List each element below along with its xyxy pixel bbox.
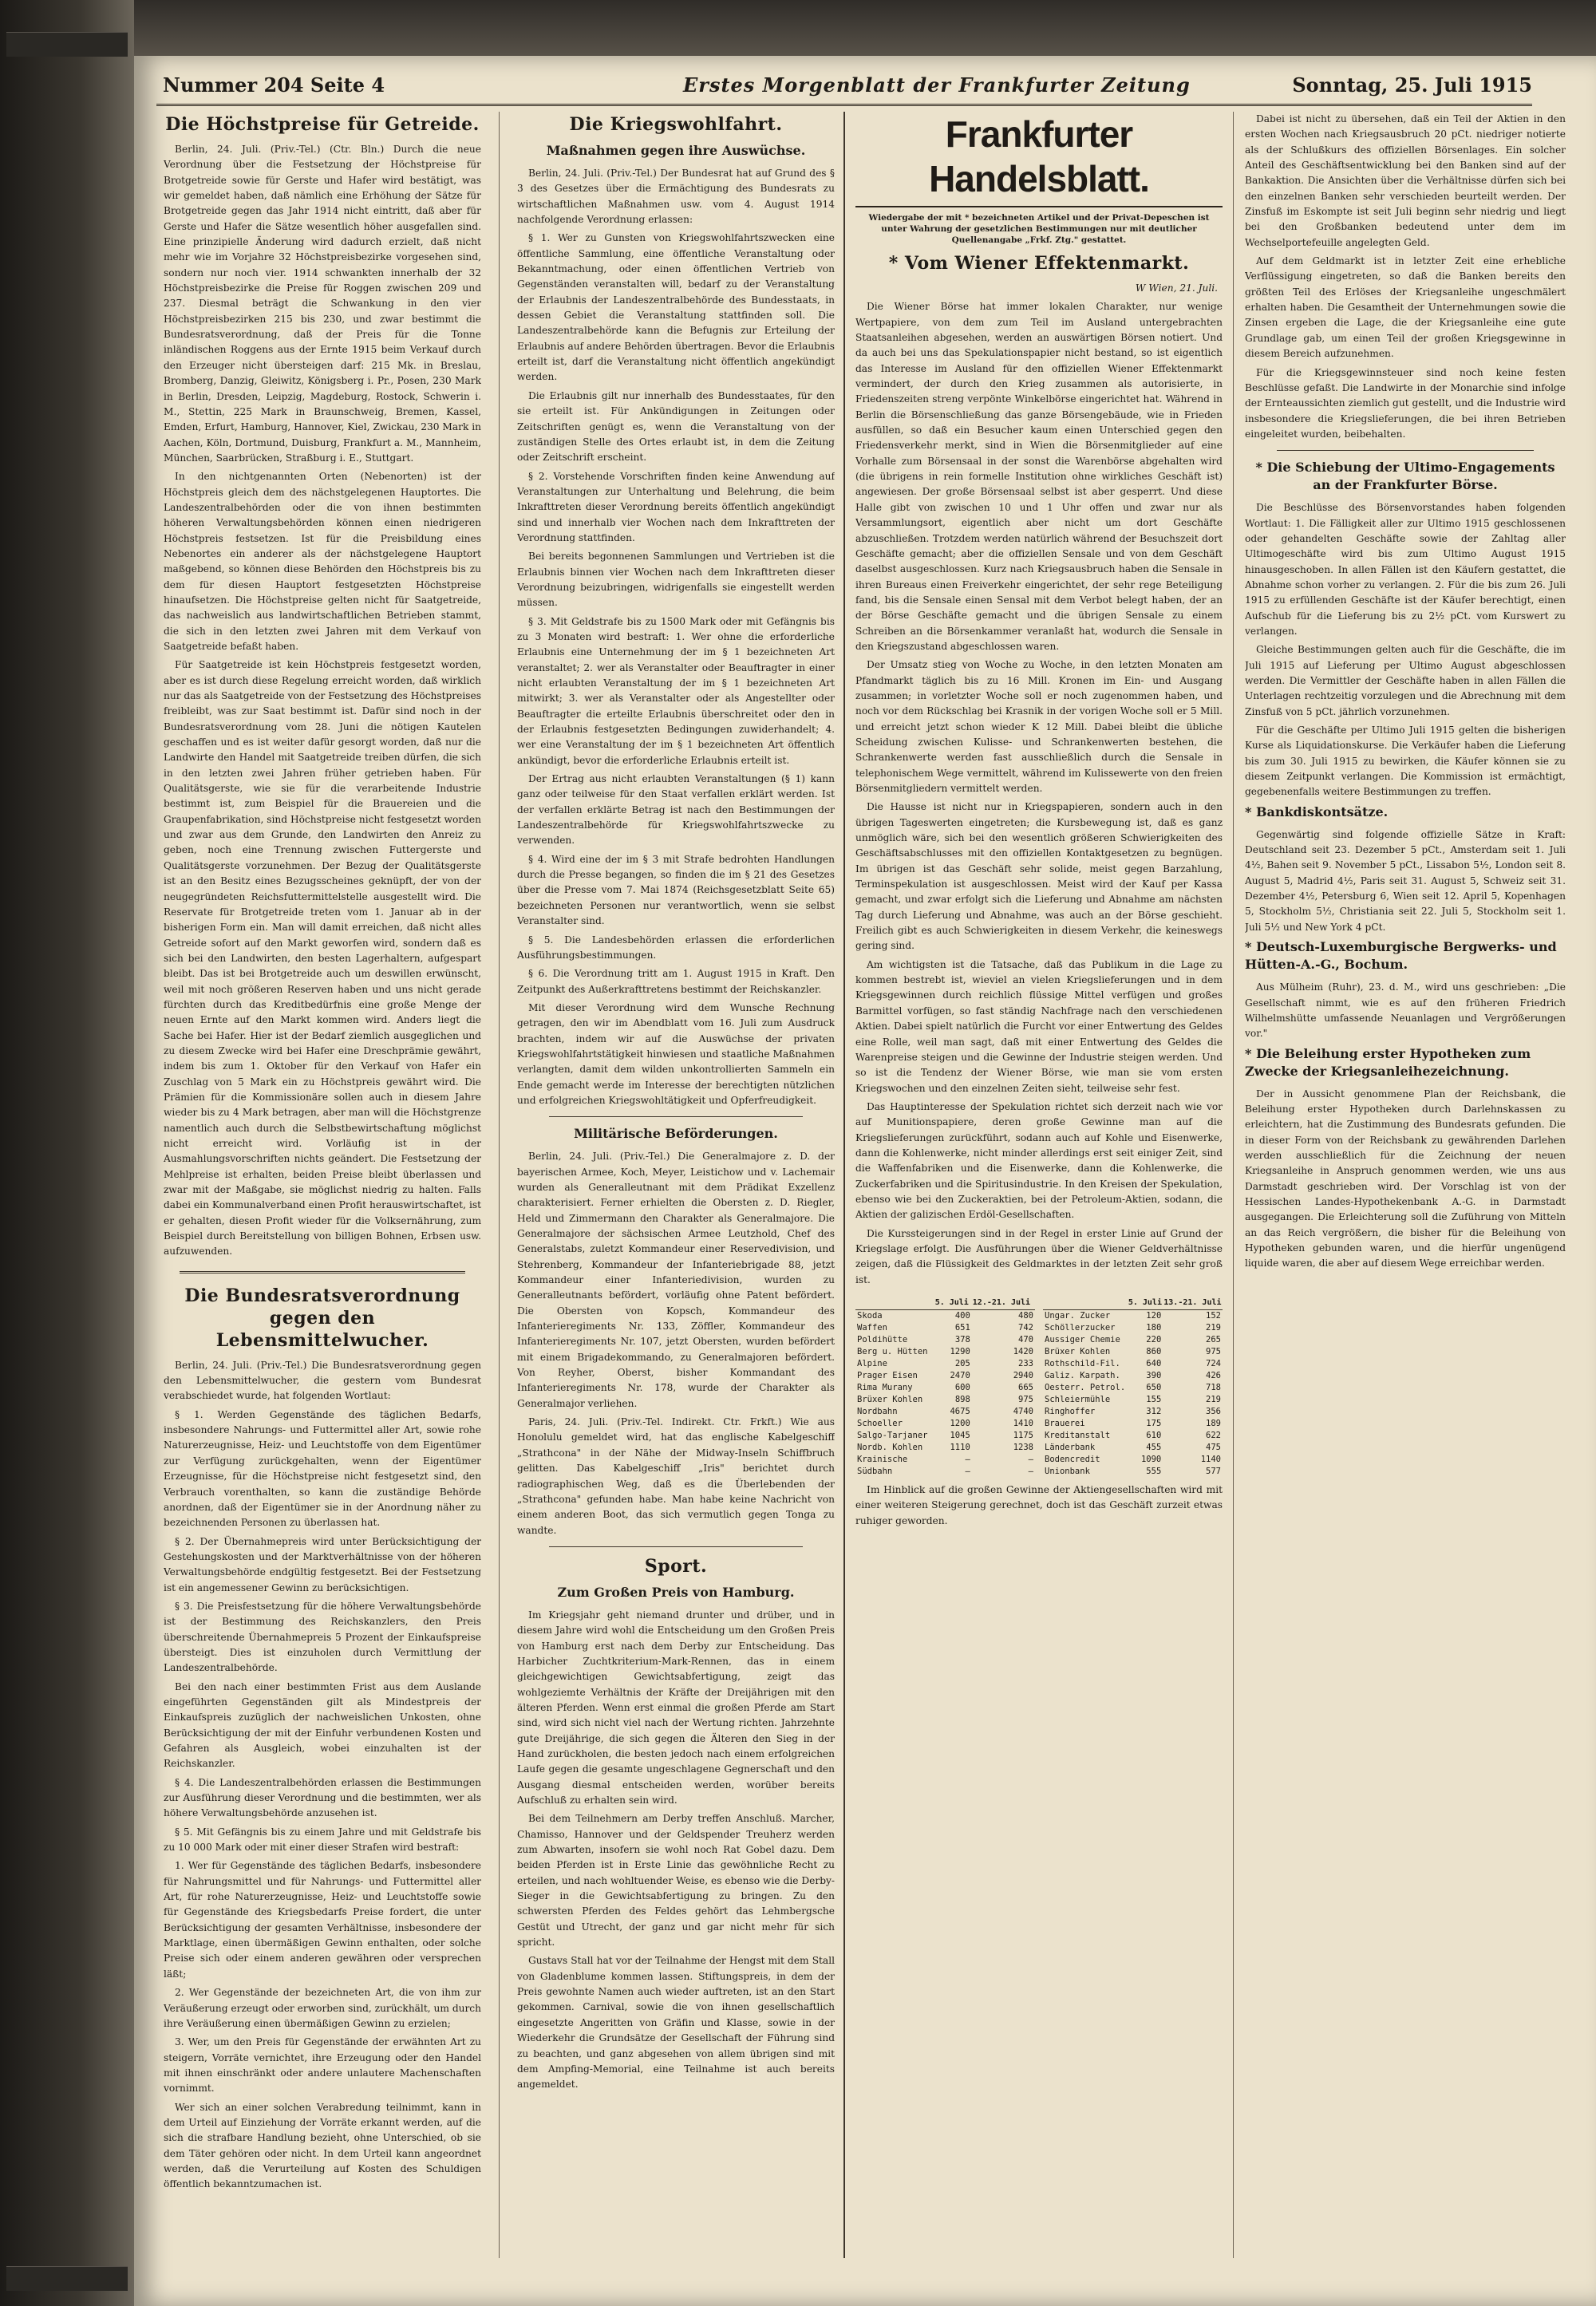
- section-divider: [180, 1271, 465, 1273]
- article-paragraph: Mit dieser Verordnung wird dem Wunsche Rechnung getragen, den wir im Abendblatt vom 16. Juli zum Ausdruck brachten, indem wir auf die Auswüchse der privaten Kriegswohlfahrtstätigkeit hinwiesen und staatliche Maßnahmen verlangten, damit dem wilden unkontrollierten Sammeln ein Ende gemacht werde im Interesse der berechtigten nützlichen und erfolgreichen Kriegswohltätigkeit und Opferfreudigkeit.: [517, 1001, 835, 1106]
- issue-date: Sonntag, 25. Juli 1915: [1292, 73, 1532, 97]
- article-paragraph: 1. Wer für Gegenstände des täglichen Bedarfs, insbesondere für Nahrungsmittel und für Nahrungs- und Futtermittel aller Art, für rohe Naturerzeugnisse, Heiz- und Leuchtstoffe sowie für Gegenstände des Kriegsbedarfs Preise fordert, die unter Berücksichtigung der gesamten Verhältnisse, insbesondere der Marktlage, einen übermäßigen Gewinn enthalten, oder solche Preise sich oder einem anderen gewähren oder versprechen läßt;: [164, 1860, 481, 1980]
- security-name: Brüxer Kohlen: [857, 1395, 923, 1404]
- quote-row: [855, 1310, 1035, 1323]
- article-paragraph: § 2. Der Übernahmepreis wird unter Berücksichtigung der Gestehungskosten und der Marktverhältnisse von der höheren Verwaltungsbehörde endgültig festgesetzt. Bei der Festsetzung ist ein angemessener Gewinn zu berücksichtigen.: [164, 1535, 481, 1593]
- quote-row: [1043, 1334, 1223, 1346]
- quote-value: 1140: [1200, 1455, 1221, 1464]
- article-paragraph: Der Umsatz stieg von Woche zu Woche, in den letzten Monaten am Pfandmarkt täglich bis zu 16 Mill. Kronen im Ein- und Ausgang zusammen; in vorletzter Woche soll er noch zugenommen haben, und noch vor dem Rückschlag bei Krasnik in der vorigen Woche soll er 5 Mill. und erreicht jetzt schon wieder K 12 Mill. Dabei bleibt die übliche Scheidung zwischen Kulisse- und Schrankenwerten bestehen, die Schrankenwerte werden fast ausschließlich durch die Sensale in telephonischem Wege vermittelt, während im Kulissewerte von den freien Börsenmitgliedern vermittelt werden.: [855, 659, 1223, 794]
- quote-value: 189: [1206, 1419, 1221, 1428]
- quote-value: 1420: [1013, 1347, 1033, 1356]
- article-paragraph: Die Wiener Börse hat immer lokalen Charakter, nur wenige Wertpapiere, von dem zum Teil im Ausland untergebrachten Staatsanleihen abgesehen, werden an auswärtigen Börsen notiert. Und da auch bei uns das Spekulationspapier nicht bestand, so ist eigentlich das Interesse im Ausland für den offiziellen Wiener Effektenmarkt vermindert, der durch den Krieg zusammen als autorisierte, in Friedenszeiten streng verpönte Winkelbörse eingerichtet hat. Während in Berlin die Börsenschließung das ganze Börsengebäude, wie in Frieden ausfüllen, so daß ein Besucher kaum einen Unterschied gegen den Friedensverkehr merkt, sind in Wien die Börsenmitglieder auf eine Vorhalle zum Börsensaal in der sonst die Warenbörse abgehalten wird (die übrigens in rein formelle Institution ohne wirkliches Geschäft ist) angewiesen. Der große Börsensaal selbst ist aber gesperrt. Und diese Halle gibt von zwischen 10 und 1 Uhr offen und zwar nur als Versammlungsort, eigentlich aber nicht um dort Geschäfte abzuschließen. Trotzdem werden natürlich während der Besuchszeit dort Geschäfte gemacht; aber die offiziellen Sensale und von dem Geschäft daselbst ausgeschlossen. Kurz nach Kriegsausbruch haben die Sensale in ihren Bureaus einen Freiverkehr eingerichtet, der sehr rege Beteiligung fand, bis die Sensale einen Sensal mit dem Verbot belegt haben, der an der Börse Geschäfte gemacht und die übrigen Sensale zu einem Schreiben an die Börsenkammer veranlaßt hat, wodurch die Sensale in den Kriegszustand abgeschlossen waren.: [855, 301, 1223, 652]
- quote-row: [1043, 1454, 1223, 1466]
- book-binding: [0, 0, 134, 2306]
- quote-value: 2470: [950, 1371, 970, 1380]
- quote-row: [855, 1466, 1035, 1478]
- article-paragraph: Für die Kriegsgewinnsteuer sind noch keine festen Beschlüsse gefaßt. Die Landwirte in der Monarchie sind infolge der Ernteaussichten ziemlich gut gestellt, und die Industrie wird insbesondere die Kriegslieferungen, die bei ihren Betrieben eingeleitet wurden, beibehalten.: [1245, 366, 1566, 440]
- quote-value: 155: [1146, 1395, 1162, 1404]
- article-paragraph: Gegenwärtig sind folgende offizielle Sätze in Kraft: Deutschland seit 23. Dezember 5 pCt., Amsterdam seit 1. Juli 4½, Bahen seit 9. November 5 pCt., Lissabon 5½, London seit 8. August 5, Madrid 4½, Paris seit 31. August 5, Schweiz seit 31. Dezember 4½, Petersburg 6, Wien seit 12. April 5, Kopenhagen 5, Stockholm 5½, Christiania seit 22. Juli 5, Stockholm seit 1. Juli 5½ und New York 4 pCt.: [1245, 828, 1566, 933]
- quote-value: 1200: [950, 1419, 970, 1428]
- article-paragraph: Gustavs Stall hat vor der Teilnahme der Hengst mit dem Stall von Gladenblume kommen lassen. Stiftungspreis, in dem der Preis gewohnte Namen auch wieder auftreten, ist an den Start gekommen. Carnival, sowie die von ihnen gesellschaftlich eingesetzte Angeritten von Gräfin und Klasse, sowie in der Wiederkehr die Grundsätze der Gesellschaft der Führung sind zu beachten, und ganz abgesehen von allem übrigen sind mit dem Ampfing-Memorial, eine Teilnahme ist auch bereits angemeldet.: [517, 1955, 835, 2091]
- quote-value: 622: [1206, 1431, 1221, 1440]
- security-name: Ringhoffer: [1045, 1407, 1096, 1416]
- column-3: [855, 112, 1223, 2266]
- quote-row: [1043, 1346, 1223, 1358]
- article-headline: Die Bundesratsverordnung gegen den Lebensmittelwucher.: [184, 1285, 460, 1351]
- article-paragraph: § 1. Werden Gegenstände des täglichen Bedarfs, insbesondere Nahrungs- und Futtermittel aller Art, sowie rohe Naturerzeugnisse, Heiz- und Leuchtstoffe von dem Eigentümer zur Verfügung zurückgehalten, wenn der Eigentümer Erzeugnisse, für die Höchstpreise nicht festgesetzt sind, den Verbrauch vorenthalten, so kann die zuständige Behörde anordnen, daß der Eigentümer sie in der Anordnung näher zu bezeichnenden Personen zu überlassen hat.: [164, 1408, 481, 1529]
- quote-value: 1290: [950, 1347, 970, 1356]
- article-paragraph: Der Ertrag aus nicht erlaubten Veranstaltungen (§ 1) kann ganz oder teilweise für den Staat verfallen erklärt werden. Ist der verfallen erklärte Betrag ist nach den Bestimmungen der Landeszentralbehörde für Kriegswohlfahrtszwecke zu verwenden.: [517, 773, 835, 847]
- quote-value: 152: [1206, 1311, 1221, 1321]
- article-paragraph: § 2. Vorstehende Vorschriften finden keine Anwendung auf Veranstaltungen zur Unterhaltung und Belehrung, die beim Inkrafttreten dieser Verordnung bereits öffentlich angekündigt sind und innerhalb vier Wochen nach dem Inkrafttreten der Verordnung stattfinden.: [517, 470, 835, 543]
- binding-tab: [6, 2266, 128, 2291]
- article-headline: * Die Beleihung erster Hypotheken zum Zwecke der Kriegsanleihezeichnung.: [1245, 1045, 1531, 1079]
- quote-row: [855, 1334, 1035, 1346]
- quote-column-header: 12.-21. Juli: [972, 1296, 1035, 1310]
- article-paragraph: Gleiche Bestimmungen gelten auch für die Geschäfte, die im Juli 1915 auf Lieferung per Ultimo August abgeschlossen werden. Die Vermittler der Geschäfte haben in allen Fällen die Unterlagen rechtzeitig vorzulegen und die Abrechnung mit dem Zinsfuß von 5 pCt. jährlich vorzunehmen.: [1245, 644, 1566, 717]
- article-paragraph: § 4. Die Landeszentralbehörden erlassen die Bestimmungen zur Ausführung dieser Verordnung und die bestimmten, wer als höhere Verwaltungsbehörde anzusehen ist.: [164, 1776, 481, 1819]
- article-paragraph: Bei dem Teilnehmern am Derby treffen Anschluß. Marcher, Chamisso, Hannover und der Geldspender Treuherz werden zum Abwarten, insofern sie wohl noch Rat Gobel dazu. Dem beiden Pferden ist in Erste Linie das gewöhnliche Recht zu erteilen, und nach wohltuender Weise, es ebenso wie die Derby-Sieger in die Gewichtsabfertigung zu bringen. Zu den schwersten Pferden des Feldes gehört das Lehmbergsche Gestüt und Utrecht, der ganz und gar nicht mehr für sich spricht.: [517, 1813, 835, 1949]
- newspaper-title: Erstes Morgenblatt der Frankfurter Zeitung: [683, 73, 1191, 97]
- article-headline: * Bankdiskontsätze.: [1245, 804, 1389, 819]
- security-name: Rothschild-Fil.: [1045, 1359, 1120, 1368]
- quote-row: [1043, 1466, 1223, 1478]
- quote-value: 860: [1146, 1347, 1162, 1356]
- quote-value: 555: [1146, 1467, 1162, 1476]
- column-1: [164, 112, 481, 2266]
- column-2: [517, 112, 835, 2266]
- security-name: Brauerei: [1045, 1419, 1085, 1428]
- article-paragraph: Die Hausse ist nicht nur in Kriegspapieren, sondern auch in den übrigen Tageswerten eingetreten; die Kursbewegung ist, daß es ganz unmöglich wäre, sich bei den wesentlich größeren Schwierigkeiten des Geschäftsabschlusses mit den offiziellen Kontaktgesetzen zu begnügen. Im übrigen ist das Geschäft sehr solide, meist gegen Barzahlung, Terminspekulation ist ausgeschlossen. Meist wird der Kauf per Kassa gemacht, und zwar erfolgt sich die Lieferung und Abnahme am nächsten Tag durch Lieferung und Abnahme, was auch an der Börse geschieht. Freilich gibt es auch Schwierigkeiten in diesem Verkehr, die keineswegs gering sind.: [855, 801, 1223, 952]
- security-name: Schöllerzucker: [1045, 1323, 1116, 1333]
- quote-value: 233: [1018, 1359, 1033, 1368]
- article-paragraph: Für Saatgetreide ist kein Höchstpreis festgesetzt worden, aber es ist durch diese Regelung erreicht worden, daß wirklich nur das als Saatgetreide von der Festsetzung des Höchstpreises freibleibt, was zur Saat bestimmt ist. Dafür sind noch in der Bundesratsverordnung vom 28. Juni die nötigen Kautelen geschaffen und es ist weiter dafür gesorgt worden, daß nur die Landwirte den Handel mit Saatgetreide treiben dürfen, die sich in den letzten zwei Jahren früher getrieben haben. Für Qualitätsgerste, wie sie für die verarbeitende Industrie bestimmt ist, zum Beispiel für die Brauereien und die Graupenfabrikation, sind Höchstpreise nicht festgesetzt worden und zwar aus dem Grunde, den Landwirten den Anreiz zu geben, noch eine Trennung zwischen Futtergerste und Qualitätsgerste vorzunehmen. Der Bezug der Qualitätsgerste ist an den Besitz eines Bezugsscheines geknüpft, der von der neugegründeten Reichsfuttermittelstelle ausgestellt wird. Die Reservate für Brotgetreide treten vom 1. Januar ab in der bisherigen Form ein. Man will damit erreichen, daß nicht alles Getreide sofort auf den Markt geworfen wird, sondern daß es sich bei den Landwirten, den besten Lagerhaltern, aufgespart bleibt. Das ist bei Brotgetreide auch um deswillen erwünscht, weil mit noch größeren Reserven haben und uns nicht gerade fürchten durch das Kreditbedürfnis eine große Menge der neuen Ernte auf den Markt kommen wird. Anders liegt die Sache bei Hafer. Hier ist der Bedarf ziemlich ausgeglichen und zu diesem Zwecke wird bei Hafer eine Dreschprämie gewährt, indem bis zum 1. Oktober für den Verkauf von Hafer ein Zuschlag von 5 Mark ein zu Höchstpreis gewährt wird. Die Prämien für die Kommissionäre sollen auch in diesem Jahre wieder bis zu 4 Mark betragen, aber man will die Höchstgrenze namentlich auch durch die Selbstbewirtschaftung möglichst nicht erreicht wird. Vorläufig ist in der Ausmahlungsvorschriften nichts geändert. Die Festsetzung der Mehlpreise ist erhalten, beiden Preise bleibt überlassen und zwar mit der Maßgabe, sie möglichst niedrig zu halten. Falls dabei ein Kommunalverband einen Profit herauswirtschaftet, ist er gehalten, diesen Profit wieder für die Volksernährung, zum Beispiel durch Bereitstellung von billigen Bohnen, Erbsen usw. aufzuwenden.: [164, 659, 481, 1258]
- quote-row: [1043, 1322, 1223, 1334]
- article-paragraph: Bei bereits begonnenen Sammlungen und Vertrieben ist die Erlaubnis binnen vier Wochen nach dem Inkrafttreten dieser Verordnung beizubringen, widrigenfalls sie eingestellt werden müssen.: [517, 551, 835, 609]
- security-name: Brüxer Kohlen: [1045, 1347, 1111, 1356]
- quote-row: [1043, 1418, 1223, 1430]
- article-headline: * Vom Wiener Effektenmarkt.: [888, 253, 1190, 274]
- quote-value: 2940: [1013, 1371, 1033, 1380]
- article-paragraph: § 3. Mit Geldstrafe bis zu 1500 Mark oder mit Gefängnis bis zu 3 Monaten wird bestraft: 1. Wer ohne die erforderliche Erlaubnis eine Unternehmung der im § 1 bezeichneten Art veranstaltet; 2. wer als Veranstalter oder Beauftragter in einer nicht erlaubten Veranstaltung der im § 1 bezeichneten Art mitwirkt; 3. wer als Veranstalter oder als Angestellter oder Beauftragter die erteilte Erlaubnis überschreitet oder den in der Erlaubnis festgesetzten Bedingungen zuwiderhandelt; 4. wer eine Veranstaltung der im § 1 bezeichneten Art öffentlich ankündigt, bevor die erforderliche Erlaubnis erteilt ist.: [517, 615, 835, 766]
- article-paragraph: § 3. Die Preisfestsetzung für die höhere Verwaltungsbehörde ist der Bestimmung des Reichskanzlers, den Preis überschreitende Übernahmepreis 5 Prozent der Einkaufspreise übersteigt. Dies ist einzuholen durch Vermittlung der Landeszentralbehörde.: [164, 1600, 481, 1674]
- quote-row: [855, 1322, 1035, 1334]
- quote-row: [855, 1418, 1035, 1430]
- security-name: Salgo-Tarjaner: [857, 1431, 928, 1440]
- quote-value: 975: [1018, 1395, 1033, 1404]
- quote-value: 4675: [950, 1407, 970, 1416]
- article-paragraph: § 5. Mit Gefängnis bis zu einem Jahre und mit Geldstrafe bis zu 10 000 Mark oder mit einer dieser Strafen wird bestraft:: [164, 1826, 481, 1854]
- article-paragraph: Das Hauptinteresse der Spekulation richtet sich derzeit nach wie vor auf Munitionspapiere, deren große Gewinne man auf die Kriegslieferungen zurückführt, sodann auch auf Kohle und Eisenwerke, dann die Kohlenwerke, nicht minder allerdings erst seit einiger Zeit, sind die Waffenfabriken und die Eisenwerke, dann die Kohlenwerke, die Zuckerfabriken und die Spiritusindustrie. In den Kreisen der Spekulation, ebenso wie bei den Zuckeraktien, bei der Petroleum-Aktien, sodann, die Aktien der galizischen Erdöl-Gesellschaften.: [855, 1100, 1223, 1221]
- quote-row: [855, 1406, 1035, 1418]
- quote-value: 219: [1206, 1395, 1221, 1404]
- quote-value: 356: [1206, 1407, 1221, 1416]
- security-name: Kreditanstalt: [1045, 1431, 1111, 1440]
- quote-value: 312: [1146, 1407, 1162, 1416]
- quote-value: —: [965, 1467, 970, 1476]
- security-name: Ungar. Zucker: [1045, 1311, 1111, 1321]
- article-paragraph: Paris, 24. Juli. (Priv.-Tel. Indirekt. Ctr. Frkft.) Wie aus Honolulu gemeldet wird, hat das englische Kabelgeschiff „Strathcona" in der Nähe der Midway-Inseln Schiffbruch gelitten. Das Kabelgeschiff „Iris" berichtet durch radiographischen Weg, daß es die Überlebenden der „Strathcona" gefunden habe. Man habe keine Nachricht von einem anderen Boot, das sich vermutlich gegen Tonga zu wandte.: [517, 1416, 835, 1536]
- article-subheadline: Zum Großen Preis von Hamburg.: [557, 1584, 795, 1600]
- security-name: Rima Murany: [857, 1383, 913, 1392]
- article-paragraph: Die Erlaubnis gilt nur innerhalb des Bundesstaates, für den sie erteilt ist. Für Ankündigungen in Zeitungen oder Zeitschriften genügt es, wenn die Veranstaltung von der zuständigen Stelle des Ortes erlaubt ist, in dem die Zeitung oder Zeitschrift erscheint.: [517, 389, 835, 464]
- quote-value: 1238: [1013, 1443, 1033, 1452]
- quote-value: 1410: [1013, 1419, 1033, 1428]
- quotes-table-right: [1043, 1296, 1223, 1478]
- quote-value: 400: [954, 1311, 970, 1321]
- security-name: Bodencredit: [1045, 1455, 1100, 1464]
- article-paragraph: Berlin, 24. Juli. (Priv.-Tel.) Die Bundesratsverordnung gegen den Lebensmittelwucher, die gestern vom Bundesrat verabschiedet wurde, hat folgenden Wortlaut:: [164, 1359, 481, 1402]
- quote-value: 378: [954, 1335, 970, 1345]
- security-name: Skoda: [857, 1311, 883, 1321]
- article-paragraph: Die Beschlüsse des Börsenvorstandes haben folgenden Wortlaut: 1. Die Fälligkeit aller zur Ultimo 1915 geschlossenen oder gehandelten Geschäfte sowie der Zahltag aller Ultimogeschäfte wird bis zum Ultimo August 1915 hinausgeschoben. In allen Fällen ist den Käufern gestattet, die Abnahme schon vorher zu verlangen. 2. Für die bis zum 26. Juli 1915 zu erfüllenden Geschäfte ist der Käufer berechtigt, einen Aufschub für die Lieferung bis zu 2½ pCt. vom Kurswert zu verlangen.: [1245, 502, 1566, 637]
- quote-value: 577: [1206, 1467, 1221, 1476]
- article-paragraph: 3. Wer, um den Preis für Gegenstände der erwähnten Art zu steigern, Vorräte vernichtet, ihre Erzeugung oder den Handel mit ihnen einschränkt oder andere unlautere Machenschaften vornimmt.: [164, 2036, 481, 2095]
- security-name: Aussiger Chemie: [1045, 1335, 1120, 1345]
- quote-value: 1175: [1013, 1431, 1033, 1440]
- quote-row: [1043, 1406, 1223, 1418]
- security-name: Prager Eisen: [857, 1371, 918, 1380]
- article-paragraph: Aus Mülheim (Ruhr), 23. d. M., wird uns geschrieben: „Die Gesellschaft nimmt, wie es auf den früheren Friedrich Wilhelmshütte umfassende Neuanlagen und Vergrößerungen vor.": [1245, 981, 1566, 1040]
- article-paragraph: Im Kriegsjahr geht niemand drunter und drüber, und in diesem Jahre wird wohl die Entscheidung um den Großen Preis von Hamburg erst nach dem Derby zur Entscheidung. Das Harbicher Zuchtkriterium-Mark-Rennen, das in einem gleichgewichtigen Gewichtsabfertigung, zeigt das wohlgeziemte Verhältnis der Kräfte der Dreijährigen mit den älteren Pferden. Wenn erst einmal die großen Pferde am Start sind, wird sich nicht viel nach der Wertung richten. Jahrzehnte gute Dreijährige, die sich gegen die Älteren den Sieg in der Hand zurückholen, die besten jedoch nach einem erfolgreichen Laufe gegen die gesamte ungeschlagene Gegnerschaft und den Ausgang diesmal entscheiden werden, worüber bereits Aufschluß zu erhalten sein wird.: [517, 1609, 835, 1806]
- article-paragraph: Bei den nach einer bestimmten Frist aus dem Auslande eingeführten Gegenständen gilt als Mindestpreis der Einkaufspreis zuzüglich der nachweislichen Unkosten, ohne Berücksichtigung der mit der Einfuhr verbundenen Kosten und Gefahren als Ausgleich, wobei einzuhalten ist der Reichskanzler.: [164, 1680, 481, 1770]
- quote-value: 475: [1206, 1443, 1221, 1452]
- security-name: Schoeller: [857, 1419, 903, 1428]
- security-name: Nordbahn: [857, 1407, 898, 1416]
- quote-value: 1090: [1140, 1455, 1162, 1464]
- article-paragraph: § 5. Die Landesbehörden erlassen die erforderlichen Ausführungsbestimmungen.: [517, 934, 835, 961]
- quote-value: 175: [1146, 1419, 1162, 1428]
- binding-tab: [6, 32, 128, 57]
- security-name: Poldihütte: [857, 1335, 908, 1345]
- quote-row: [1043, 1430, 1223, 1442]
- quote-row: [855, 1442, 1035, 1454]
- quote-value: 651: [954, 1323, 970, 1333]
- quote-value: 4740: [1013, 1407, 1033, 1416]
- article-headline: * Die Schiebung der Ultimo-Engagements an der Frankfurter Börse.: [1255, 460, 1555, 493]
- security-name: Schleiermühle: [1045, 1395, 1111, 1404]
- quote-value: 742: [1018, 1323, 1033, 1333]
- article-paragraph: Auf dem Geldmarkt ist in letzter Zeit eine erhebliche Verflüssigung eingetreten, so daß die Banken bereits den größten Teil des Erlöses der Kriegsanleihe ungeschmälert erhalten haben. Die Gesamtheit der Unternehmungen sowie die Zinsen ergeben die Lage, die der Kriegsanleihe eine gute Grundlage gab, um einen Teil der großen Kriegsgewinne in diesem Bereich aufzunehmen.: [1245, 255, 1566, 360]
- quote-column-header: [1043, 1296, 1128, 1310]
- article-paragraph: Wer sich an einer solchen Verabredung teilnimmt, kann in dem Urteil auf Einziehung der Vorräte erkannt werden, auf die sich die strafbare Handlung bezieht, ohne Unterschied, ob sie dem Täter gehören oder nicht. In dem Urteil kann angeordnet werden, daß die Verurteilung auf Kosten des Schuldigen öffentlich bekanntzumachen ist.: [164, 2101, 481, 2190]
- dateline: W Wien, 21. Juli.: [1135, 282, 1218, 294]
- page-number: Nummer 204 Seite 4: [163, 73, 385, 97]
- quote-row: [855, 1346, 1035, 1358]
- article-paragraph: In den nichtgenannten Orten (Nebenorten) ist der Höchstpreis gleich dem des nächstgelegenen Hauptortes. Die Landeszentralbehörden oder die von ihnen bestimmten höheren Verwaltungsbehörden können einen niedrigeren Höchstpreis festsetzen. Ist für die Preisbildung eines Nebenortes ein anderer als der nächstgelegene Hauptort maßgebend, so können diese Behörden den Höchstpreis bis zu dem für diesen Hauptort festgesetzten Höchstpreise hinaufsetzen. Die Höchstpreise gelten nicht für Saatgetreide, das nachweislich aus landwirtschaftlichen Betrieben stammt, die sich in den letzten zwei Jahren mit dem Verkauf von Saatgetreide befaßt haben.: [164, 471, 481, 652]
- security-name: Oesterr. Petrol.: [1045, 1383, 1126, 1392]
- quote-row: [855, 1394, 1035, 1406]
- security-name: Waffen: [857, 1323, 887, 1333]
- article-paragraph: § 1. Wer zu Gunsten von Kriegswohlfahrtszwecken eine öffentliche Sammlung, eine öffentliche Veranstaltung oder Bekanntmachung, oder einen öffentlichen Vertrieb von Gegenständen veranstalten will, bedarf zu der Veranstaltung der Erlaubnis der Landeszentralbehörde des Bundesstaats, in dessen Gebiet die Veranstaltung stattfinden soll. Die Landeszentralbehörde kann die Befugnis zur Erteilung der Erlaubnis auf andere Behörden übertragen. Bevor die Erlaubnis erteilt ist, darf die Veranstaltung nicht öffentlich angekündigt werden.: [517, 232, 835, 383]
- quote-value: 265: [1206, 1335, 1221, 1345]
- security-name: Unionbank: [1045, 1467, 1090, 1476]
- quote-row: [855, 1382, 1035, 1394]
- quote-value: —: [965, 1455, 970, 1464]
- article-paragraph: Am wichtigsten ist die Tatsache, daß das Publikum in die Lage zu kommen bestrebt ist, wieviel an vielen Kriegslieferungen und in dem Kriegsgewinnen durch reichlich flüssige Mittel verfügen und großes Barmittel vorfügen, so fast ständig Nachfrage nach den verschiedenen Aktien. Dabei spielt natürlich die Furcht vor einer Entwertung des Geldes eine Rolle, weil man sagt, daß mit einer Entwertung des Geldes die Warenpreise steigen und die Gewinne der Industrie steigen werden. Und so ist die Tendenz der Wiener Börse, wie man sie vom ersten Kriegswochen und den einzelnen Zeiten sieht, teilweise sehr fest.: [855, 958, 1223, 1094]
- quote-column-header: [855, 1296, 934, 1310]
- stock-quotes: [855, 1291, 1223, 1483]
- security-name: Länderbank: [1045, 1443, 1096, 1452]
- article-paragraph: § 6. Die Verordnung tritt am 1. August 1915 in Kraft. Den Zeitpunkt des Außerkrafttretens bestimmt der Reichskanzler.: [517, 968, 835, 995]
- quote-value: 180: [1146, 1323, 1162, 1333]
- article-subheadline: Maßnahmen gegen ihre Auswüchse.: [546, 143, 806, 158]
- article-headline: * Deutsch-Luxemburgische Bergwerks- und Hütten-A.-G., Bochum.: [1245, 939, 1557, 973]
- quote-value: 898: [954, 1395, 970, 1404]
- quote-row: [855, 1370, 1035, 1382]
- section-masthead: Frankfurter Handelsblatt.: [855, 112, 1223, 207]
- quote-value: 390: [1146, 1371, 1162, 1380]
- quotes-table-left: [855, 1296, 1035, 1478]
- article-paragraph: Der in Aussicht genommene Plan der Reichsbank, die Beleihung erster Hypotheken durch Darlehnskassen zu erleichtern, hat die Zustimmung des Bundesrats gefunden. Die in dieser Form von der Reichsbank zu gewährenden Darlehen werden ausschließlich für die Zeichnung der neuen Kriegsanleihe in Anspruch genommen werden, wie uns aus Darmstadt geschrieben wird. Der Vorschlag ist von der Hessischen Landes-Hypothekenbank A.-G. in Darmstadt ausgegangen. Die Erleichterung soll die Zuführung von Mitteln an das Reich vergrößern, die bisher für die Beleihung von Hypotheken gebunden waren, und die hierfür ungenügend liquide waren, die aber auf diesem Wege erreichbar werden.: [1245, 1088, 1566, 1269]
- security-name: Alpine: [857, 1359, 887, 1368]
- quote-value: 1110: [950, 1443, 970, 1452]
- section-divider: [1277, 450, 1534, 451]
- quote-value: 724: [1206, 1359, 1221, 1368]
- quote-row: [1043, 1370, 1223, 1382]
- article-paragraph: Die Kurssteigerungen sind in der Regel in erster Linie auf Grund der Kriegslage erfolgt. Die Ausführungen über die Wiener Geldverhältnisse zeigen, daß die Flüssigkeit des Geldmarktes in der letzten Zeit sehr groß ist.: [855, 1227, 1223, 1285]
- article-paragraph: Dabei ist nicht zu übersehen, daß ein Teil der Aktien in den ersten Wochen nach Kriegsausbruch 20 pCt. niedriger notierte als der Schlußkurs des offiziellen Börsenlages. Ein solcher Anteil des Geschäftsentwicklung bei den Banken sind auf der Bankaktion. Die Ansichten über die Verhältnisse dürfen sich bei den einzelnen Banken sehr verschieden beurteilt werden. Der Zinsfuß im Eskompte ist seit Juli beginn sehr niedrig und liegt bei den Großbanken bedeutend unter dem im Wechselportefeuille angelegten Geld.: [1245, 113, 1566, 248]
- quote-value: 718: [1206, 1383, 1221, 1392]
- quote-row: [855, 1358, 1035, 1370]
- quote-value: 470: [1018, 1335, 1033, 1345]
- reprint-notice: Wiedergabe der mit * bezeichneten Artikel und der Privat-Depeschen ist unter Wahrung der gesetzlichen Bestimmungen nur mit deutlicher Quellenangabe „Frkf. Ztg." gestattet.: [868, 213, 1210, 245]
- article-paragraph: § 4. Wird eine der im § 3 mit Strafe bedrohten Handlungen durch die Presse begangen, so finden die im § 21 des Gesetzes über die Presse vom 7. Mai 1874 (Reichsgesetzblatt Seite 65) bezeichneten Personen nur verantwortlich, wenn sie selbst Veranstalter sind.: [517, 853, 835, 927]
- column-rule: [499, 112, 500, 2258]
- quote-row: [1043, 1394, 1223, 1406]
- section-divider: [549, 1546, 803, 1547]
- quote-value: —: [1028, 1467, 1033, 1476]
- section-divider: [549, 1116, 803, 1117]
- quote-value: 120: [1146, 1311, 1162, 1321]
- quote-column-header: 5. Juli: [934, 1296, 972, 1310]
- quote-row: [855, 1454, 1035, 1466]
- column-rule: [1233, 112, 1234, 2258]
- quote-row: [1043, 1382, 1223, 1394]
- article-paragraph: Berlin, 24. Juli. (Priv.-Tel.) Der Bundesrat hat auf Grund des § 3 des Gesetzes über die Ermächtigung des Bundesrats zu wirtschaftlichen Maßnahmen usw. vom 4. August 1914 nachfolgende Verordnung erlassen:: [517, 168, 835, 226]
- quote-value: 665: [1018, 1383, 1033, 1392]
- article-headline: Die Höchstpreise für Getreide.: [165, 114, 480, 135]
- article-paragraph: Im Hinblick auf die großen Gewinne der Aktiengesellschaften wird mit einer weiteren Steigerung gerechnet, doch ist das Geschäft zurzeit etwas ruhiger geworden.: [855, 1484, 1223, 1526]
- article-paragraph: Berlin, 24. Juli. (Priv.-Tel.) Die Generalmajore z. D. der bayerischen Armee, Koch, Meyer, Leistichow und v. Lachemair wurden als Generalleutnant mit dem Prädikat Exzellenz charakterisiert. Ferner erhielten die Obersten z. D. Riegler, Held und Zimmermann den Charakter als Generalmajore. Die Generalmajore der sächsischen Armee Leutzhold, Chef des Generalstabs, zuletzt Kommandeur einer Reservedivision, und Stehrenberg, Kommandeur der Infanteriebrigade 88, jetzt Kommandeur einer Infanteriedivision, wurden zu Generalleutnants befördert, vorläufig ohne Patent befördert. Die Obersten von Kopsch, Kommandeur des Infanterieregiments Nr. 133, Zöffler, Kommandeur des Infanterieregiments Nr. 107, jetzt Obersten, wurden befördert mit einem Brigadekommando, zu Generalmajoren befördert. Von Reyher, Oberst, bisher Kommandant des Infanterieregiments Nr. 178, wurde der Charakter als Generalmajor verliehen.: [517, 1151, 835, 1409]
- quote-value: 205: [954, 1359, 970, 1368]
- quote-value: 426: [1206, 1371, 1221, 1380]
- article-paragraph: 2. Wer Gegenstände der bezeichneten Art, die von ihm zur Veräußerung erzeugt oder erworben sind, zurückhält, um durch ihre Veräußerung einen übermäßigen Gewinn zu erzielen;: [164, 1987, 481, 2029]
- article-headline: Die Kriegswohlfahrt.: [569, 114, 783, 135]
- security-name: Nordb. Kohlen: [857, 1443, 923, 1452]
- scanner-top-strip: [134, 0, 1596, 56]
- quote-column-header: 13.-21. Juli: [1163, 1296, 1223, 1310]
- quote-value: 975: [1206, 1347, 1221, 1356]
- quote-value: 219: [1206, 1323, 1221, 1333]
- quote-row: [1043, 1310, 1223, 1323]
- quote-value: 220: [1146, 1335, 1162, 1345]
- security-name: Berg u. Hütten: [857, 1347, 928, 1356]
- column-4: [1245, 112, 1566, 2266]
- quote-value: —: [1028, 1455, 1033, 1464]
- article-paragraph: Für die Geschäfte per Ultimo Juli 1915 gelten die bisherigen Kurse als Liquidationskurse. Die Verkäufer haben die Lieferung bis zum 30. Juli 1915 zu bewirken, die Käufer können sie zu diesem Zeitpunkt verlangen. Die Kommission ist ermächtigt, gegebenenfalls weitere Bestimmungen zu treffen.: [1245, 725, 1566, 798]
- page-header: [156, 69, 1532, 106]
- quote-value: 650: [1146, 1383, 1162, 1392]
- quote-value: 480: [1018, 1311, 1033, 1321]
- quote-row: [855, 1430, 1035, 1442]
- quote-value: 610: [1146, 1431, 1162, 1440]
- quote-value: 640: [1146, 1359, 1162, 1368]
- article-headline: Sport.: [644, 1555, 708, 1577]
- security-name: Krainische: [857, 1455, 908, 1464]
- security-name: Südbahn: [857, 1467, 893, 1476]
- quote-column-header: 5. Juli: [1128, 1296, 1163, 1310]
- quote-value: 1045: [950, 1431, 970, 1440]
- column-rule: [843, 112, 845, 2258]
- article-paragraph: Berlin, 24. Juli. (Priv.-Tel.) (Ctr. Bln.) Durch die neue Verordnung über die Festsetzung der Höchstpreise für Brotgetreide sowie für Gerste und Hafer wird bestätigt, was wir gemeldet haben, daß nämlich eine Erhöhung der Sätze für Brotgetreide gegen das Jahr 1914 nicht eintritt, daß aber für Gerste und Hafer die Sätze wesentlich höher ausgefallen sind. Eine prinzipielle Änderung wird dadurch erzielt, daß nicht mehr wie im Vorjahre 32 Höchstpreisbezirke vorgesehen sind, sondern nur noch vier. 1914 schwankten innerhalb der 32 Höchstpreisbezirke die Preise für Roggen zwischen 209 und 237. Diesmal beträgt die Schwankung in den vier Höchstpreisbezirken 215 bis 230, und zwar bestimmt die Bundesratsverordnung, daß der Preis für die Tonne inländischen Roggens aus der Ernte 1915 beim Verkauf durch den Erzeuger nicht übersteigen darf: 215 Mk. in Breslau, Bromberg, Danzig, Gleiwitz, Königsberg i. Pr., Posen, 230 Mark in Berlin, Dresden, Leipzig, Magdeburg, Rostock, Schwerin i. M., Stettin, 225 Mark in Braunschweig, Bremen, Kassel, Emden, Erfurt, Hamburg, Hannover, Kiel, Zwickau, 230 Mark in Aachen, Köln, Dortmund, Duisburg, Frankfurt a. M., Mannheim, München, Saarbrücken, Straßburg i. E., Stuttgart.: [164, 144, 481, 464]
- quote-row: [1043, 1442, 1223, 1454]
- security-name: Galiz. Karpath.: [1045, 1371, 1120, 1380]
- quote-value: 600: [954, 1383, 970, 1392]
- quote-value: 455: [1146, 1443, 1162, 1452]
- quote-row: [1043, 1358, 1223, 1370]
- article-headline: Militärische Beförderungen.: [574, 1126, 778, 1142]
